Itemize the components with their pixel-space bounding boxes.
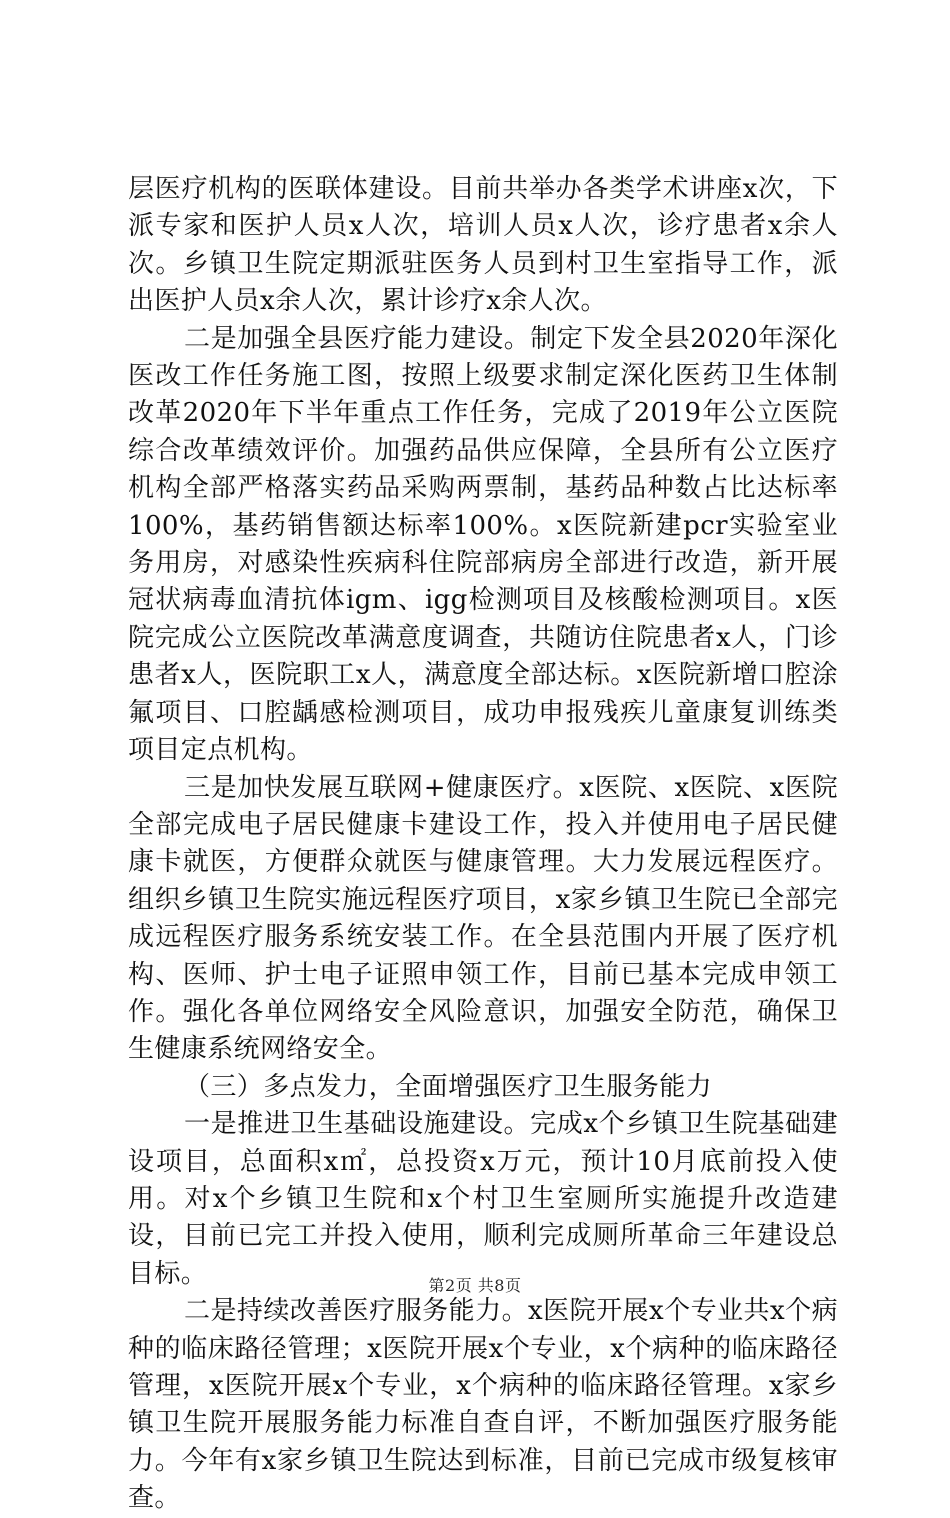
page-footer: 第2页 共8页 (428, 1276, 522, 1295)
paragraph-5: 二是持续改善医疗服务能力。x医院开展x个专业共x个病种的临床路径管理；x医院开展x个专业，x个病种的临床路径管理，x医院开展x个专业，x个病种的临床路径管理。x家乡镇卫生院开展服务能力标准自查自评，不断加强医疗服务能力。今年有x家乡镇卫生院达到标准，目前已完成市级复核审查。 (128, 1296, 838, 1514)
paragraph-3: 三是加快发展互联网+健康医疗。x医院、x医院、x医院全部完成电子居民健康卡建设工作，投入并使用电子居民健康卡就医，方便群众就医与健康管理。大力发展远程医疗。组织乡镇卫生院实施远程医疗项目，x家乡镇卫生院已全部完成远程医疗服务系统安装工作。在全县范围内开展了医疗机构、医师、护士电子证照申领工作，目前已基本完成申领工作。强化各单位网络安全风险意识，加强安全防范，确保卫生健康系统网络安全。 (128, 772, 838, 1065)
paragraph-2: 二是加强全县医疗能力建设。制定下发全县2020年深化医改工作任务施工图，按照上级要求制定深化医药卫生体制改革2020年下半年重点工作任务，完成了2019年公立医院综合改革绩效评价。加强药品供应保障，全县所有公立医疗机构全部严格落实药品采购两票制，基药品种数占比达标率100%，基药销售额达标率100%。x医院新建pcr实验室业务用房，对感染性疾病科住院部病房全部进行改造，新开展冠状病毒血清抗体igm、igg检测项目及核酸检测项目。x医院完成公立医院改革满意度调查，共随访住院患者x人，门诊患者x人，医院职工x人，满意度全部达标。x医院新增口腔涂氟项目、口腔龋感检测项目，成功申报残疾儿童康复训练类项目定点机构。 (128, 323, 838, 766)
paragraph-1: 层医疗机构的医联体建设。目前共举办各类学术讲座x次，下派专家和医护人员x人次，培训人员x人次，诊疗患者x余人次。乡镇卫生院定期派驻医务人员到村卫生室指导工作，派出医护人员x余人次，累计诊疗x余人次。 (128, 174, 838, 317)
paragraph-4: 一是推进卫生基础设施建设。完成x个乡镇卫生院基础建设项目，总面积x㎡，总投资x万元，预计10月底前投入使用。对x个乡镇卫生院和x个村卫生室厕所实施提升改造建设，目前已完工并投入使用，顺利完成厕所革命三年建设总目标。 (128, 1109, 838, 1289)
section-heading: （三）多点发力，全面增强医疗卫生服务能力 (184, 1071, 713, 1102)
document-body (128, 171, 838, 1518)
